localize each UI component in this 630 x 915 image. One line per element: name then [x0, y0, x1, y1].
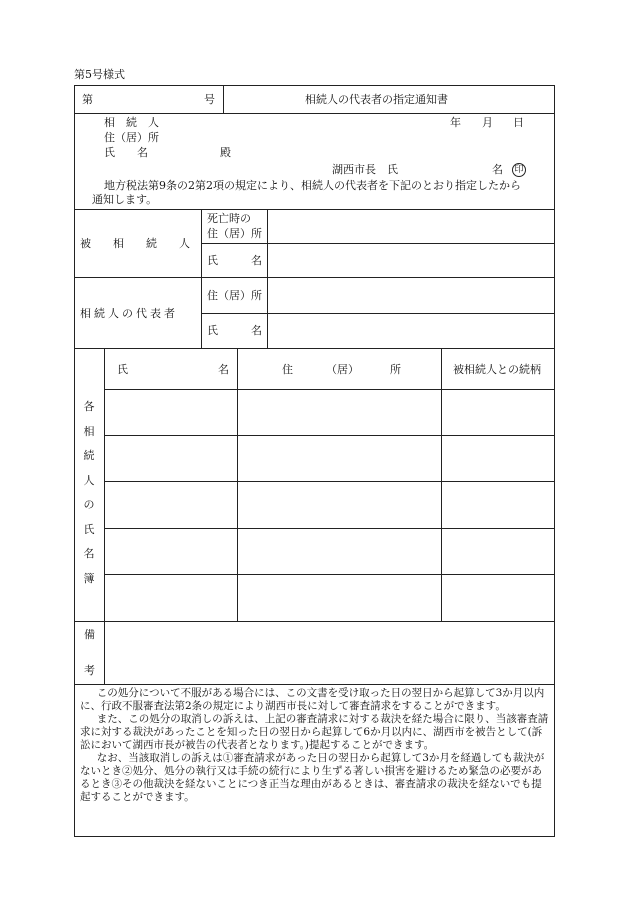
appeal-note-1: この処分について不服がある場合には、この文書を受け取った日の翌日から起算して3か月以内に、行政不服審査法第2条の規定により湖西市長に対して審査請求をすることができます。: [80, 687, 545, 712]
name-label: 氏 名: [104, 146, 148, 159]
appeal-note-2: また、この処分の取消しの訴えは、上記の審査請求に対する裁決を経た場合に限り、当該審査請求に対する裁決があったことを知った日の翌日から起算して6か月以内に、湖西市を被告として(訴訟において湖西市長が被告の代表者となります。)提起することができます。: [80, 713, 549, 751]
representative-address-label: 住（居）所: [207, 289, 262, 302]
address-label: 住（居）所: [104, 131, 159, 144]
col-header-name-1: 氏: [117, 363, 128, 376]
divider: [267, 209, 268, 348]
col-header-address-2: （居）: [326, 363, 359, 376]
divider: [74, 209, 555, 210]
divider: [223, 85, 224, 113]
divider: [201, 313, 555, 314]
divider: [74, 348, 555, 349]
seal-icon: 印: [512, 162, 526, 177]
heir-label: 相 続 人: [104, 116, 159, 129]
appeal-notes: [80, 687, 550, 804]
col-header-relation: 被相続人との続柄: [453, 363, 541, 376]
divider: [104, 435, 555, 436]
decedent-label: 被 相 続 人: [80, 237, 190, 250]
appeal-note-3: なお、当該取消しの訴えは①審査請求があった日の翌日から起算して3か月を経過しても裁決がないとき②処分、処分の執行又は手続の続行により生ずる著しい損害を避けるため緊急の必要があるとき③その他裁決を経ないことにつき正当な理由があるときは、審査請求の裁決を経ないでも提起することができます。: [80, 752, 545, 803]
representative-label: 相続人の代表者: [80, 307, 178, 320]
divider: [104, 574, 555, 575]
decedent-name-label: 氏 名: [207, 254, 262, 267]
divider: [201, 209, 202, 348]
divider: [104, 389, 555, 390]
divider: [201, 243, 555, 244]
representative-name-label: 氏 名: [207, 324, 262, 337]
issuer-title: 湖西市長 氏: [332, 163, 398, 176]
document-title: 相続人の代表者の指定通知書: [305, 93, 448, 106]
divider: [104, 481, 555, 482]
heirs-register-label: 各 相 続 人 の 氏 名 簿: [83, 400, 95, 585]
col-header-address-3: 所: [390, 363, 401, 376]
date-month: 月: [482, 116, 493, 129]
divider: [104, 528, 555, 529]
divider: [74, 277, 555, 278]
date-day: 日: [513, 116, 524, 129]
number-suffix: 号: [204, 93, 215, 106]
decedent-address-label-2: 住（居）所: [207, 227, 262, 240]
date-year: 年: [450, 116, 461, 129]
decedent-address-label-1: 死亡時の: [207, 212, 251, 225]
number-prefix: 第: [82, 93, 93, 106]
divider: [74, 621, 555, 622]
form-id: 第5号様式: [74, 68, 125, 81]
intro-text: 地方税法第9条の2第2項の規定により、相続人の代表者を下記のとおり指定したから: [104, 179, 521, 192]
divider: [74, 113, 555, 114]
divider: [74, 684, 555, 685]
issuer-name-label: 名: [492, 163, 503, 176]
intro-text-cont: 通知します。: [92, 193, 158, 206]
remarks-label-1: 備: [84, 628, 95, 641]
honorific: 殿: [220, 146, 231, 159]
col-header-address-1: 住: [282, 363, 293, 376]
col-header-name-2: 名: [218, 363, 229, 376]
divider: [104, 621, 105, 684]
remarks-label-2: 考: [84, 664, 95, 677]
